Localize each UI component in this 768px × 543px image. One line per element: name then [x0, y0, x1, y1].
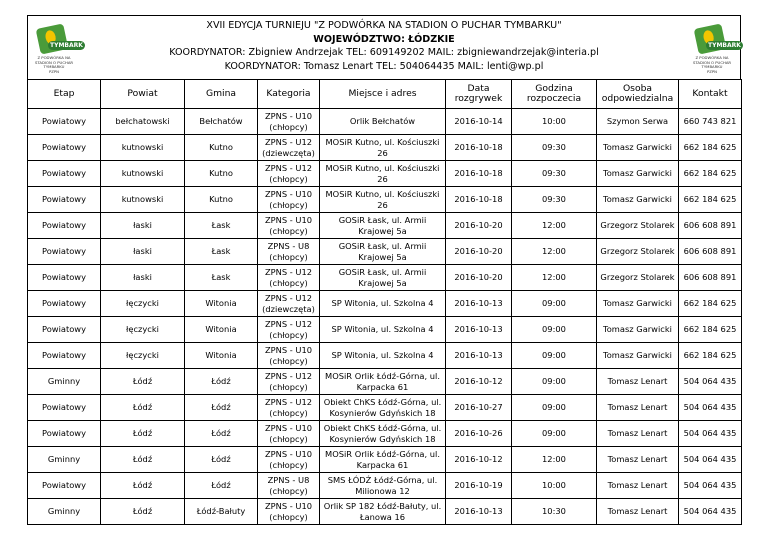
coordinator-1: KOORDYNATOR: Zbigniew Andrzejak TEL: 609149202 MAIL: zbigniewandrzejak@interia.pl — [169, 47, 599, 58]
logo-brand: TYMBARK — [708, 42, 741, 49]
col-etap-cell: Powiatowy — [28, 239, 101, 265]
col-powiat-cell: kutnowski — [101, 135, 185, 161]
col-kontakt-cell: 662 184 625 — [679, 317, 742, 343]
table-row — [28, 343, 742, 369]
col-kategoria-header: Kategoria — [258, 80, 320, 109]
col-powiat-cell: łęczycki — [101, 317, 185, 343]
col-godzina-cell: 09:00 — [512, 317, 597, 343]
col-miejsce-cell: Orlik SP 182 Łódź-Bałuty, ul. Łanowa 16 — [320, 499, 446, 525]
col-osoba-cell: Grzegorz Stolarek — [597, 239, 679, 265]
col-miejsce-cell: GOSiR Łask, ul. Armii Krajowej 5a — [320, 239, 446, 265]
col-data-header: Data rozgrywek — [446, 80, 512, 109]
col-powiat-cell: Łódź — [101, 395, 185, 421]
col-etap-cell: Powiatowy — [28, 187, 101, 213]
schedule-sheet — [27, 15, 741, 525]
col-data-cell: 2016-10-18 — [446, 135, 512, 161]
col-data-cell: 2016-10-20 — [446, 213, 512, 239]
col-etap-cell: Gminny — [28, 447, 101, 473]
col-godzina-cell: 09:00 — [512, 395, 597, 421]
col-powiat-cell: łaski — [101, 265, 185, 291]
schedule-table — [27, 79, 742, 525]
col-powiat-cell: Łódź — [101, 473, 185, 499]
col-kategoria-cell: ZPNS - U10 (chłopcy) — [258, 343, 320, 369]
col-osoba-cell: Tomasz Garwicki — [597, 291, 679, 317]
col-osoba-cell: Tomasz Lenart — [597, 499, 679, 525]
col-miejsce-cell: Obiekt ChKS Łódź-Górna, ul. Kosynierów Gdyńskich 18 — [320, 395, 446, 421]
col-osoba-cell: Tomasz Garwicki — [597, 135, 679, 161]
col-powiat-cell: łęczycki — [101, 291, 185, 317]
col-data-cell: 2016-10-13 — [446, 499, 512, 525]
col-godzina-cell: 12:00 — [512, 265, 597, 291]
col-miejsce-cell: MOSiR Orlik Łódź-Górna, ul. Karpacka 61 — [320, 447, 446, 473]
document-header — [27, 15, 741, 79]
col-data-cell: 2016-10-13 — [446, 291, 512, 317]
col-gmina-cell: Łask — [185, 239, 258, 265]
col-etap-cell: Gminny — [28, 369, 101, 395]
col-etap-cell: Powiatowy — [28, 161, 101, 187]
col-gmina-cell: Łódź — [185, 447, 258, 473]
col-etap-cell: Powiatowy — [28, 421, 101, 447]
table-row — [28, 109, 742, 135]
col-miejsce-cell: GOSiR Łask, ul. Armii Krajowej 5a — [320, 213, 446, 239]
col-miejsce-cell: MOSiR Kutno, ul. Kościuszki 26 — [320, 161, 446, 187]
col-godzina-cell: 10:30 — [512, 499, 597, 525]
col-kategoria-cell: ZPNS - U10 (chłopcy) — [258, 213, 320, 239]
col-godzina-cell: 12:00 — [512, 447, 597, 473]
col-kategoria-cell: ZPNS - U12 (chłopcy) — [258, 161, 320, 187]
col-gmina-cell: Witonia — [185, 343, 258, 369]
col-godzina-cell: 12:00 — [512, 213, 597, 239]
col-osoba-cell: Tomasz Garwicki — [597, 317, 679, 343]
col-godzina-cell: 09:30 — [512, 135, 597, 161]
col-kategoria-cell: ZPNS - U12 (dziewczęta) — [258, 135, 320, 161]
table-row — [28, 369, 742, 395]
col-kontakt-cell: 504 064 435 — [679, 395, 742, 421]
col-miejsce-cell: Orlik Bełchatów — [320, 109, 446, 135]
col-godzina-cell: 09:00 — [512, 421, 597, 447]
tymbark-logo-right — [692, 23, 741, 75]
col-etap-cell: Powiatowy — [28, 135, 101, 161]
col-osoba-cell: Tomasz Lenart — [597, 447, 679, 473]
col-etap-cell: Powiatowy — [28, 109, 101, 135]
col-data-cell: 2016-10-20 — [446, 239, 512, 265]
col-osoba-cell: Szymon Serwa — [597, 109, 679, 135]
col-powiat-cell: Łódź — [101, 447, 185, 473]
col-etap-cell: Powiatowy — [28, 395, 101, 421]
col-miejsce-cell: MOSiR Kutno, ul. Kościuszki 26 — [320, 187, 446, 213]
col-kontakt-cell: 606 608 891 — [679, 265, 742, 291]
col-kontakt-cell: 504 064 435 — [679, 499, 742, 525]
col-gmina-cell: Łódź — [185, 473, 258, 499]
col-osoba-cell: Tomasz Garwicki — [597, 161, 679, 187]
col-powiat-cell: łaski — [101, 239, 185, 265]
col-osoba-cell: Tomasz Lenart — [597, 369, 679, 395]
col-miejsce-cell: SMS ŁÓDŹ Łódź-Górna, ul. Milionowa 12 — [320, 473, 446, 499]
table-row — [28, 473, 742, 499]
col-kategoria-cell: ZPNS - U12 (chłopcy) — [258, 317, 320, 343]
table-row — [28, 421, 742, 447]
col-kontakt-cell: 662 184 625 — [679, 343, 742, 369]
tournament-title: XVII EDYCJA TURNIEJU "Z PODWÓRKA NA STADION O PUCHAR TYMBARKU" — [206, 20, 562, 31]
table-row — [28, 161, 742, 187]
col-etap-cell: Powiatowy — [28, 291, 101, 317]
col-gmina-cell: Łask — [185, 265, 258, 291]
col-kontakt-cell: 662 184 625 — [679, 135, 742, 161]
col-data-cell: 2016-10-12 — [446, 369, 512, 395]
table-row — [28, 239, 742, 265]
col-powiat-cell: łaski — [101, 213, 185, 239]
col-godzina-cell: 12:00 — [512, 239, 597, 265]
col-powiat-header: Powiat — [101, 80, 185, 109]
table-body — [28, 109, 742, 525]
col-miejsce-cell: MOSiR Kutno, ul. Kościuszki 26 — [320, 135, 446, 161]
col-data-cell: 2016-10-27 — [446, 395, 512, 421]
col-kontakt-cell: 606 608 891 — [679, 239, 742, 265]
col-gmina-cell: Witonia — [185, 291, 258, 317]
col-kategoria-cell: ZPNS - U12 (chłopcy) — [258, 265, 320, 291]
col-kategoria-cell: ZPNS - U12 (chłopcy) — [258, 395, 320, 421]
col-kategoria-cell: ZPNS - U8 (chłopcy) — [258, 473, 320, 499]
col-godzina-cell: 09:00 — [512, 369, 597, 395]
col-powiat-cell: Łódź — [101, 369, 185, 395]
col-gmina-cell: Kutno — [185, 135, 258, 161]
col-kontakt-cell: 660 743 821 — [679, 109, 742, 135]
col-kontakt-cell: 662 184 625 — [679, 161, 742, 187]
col-kontakt-cell: 606 608 891 — [679, 213, 742, 239]
col-gmina-cell: Łódź-Bałuty — [185, 499, 258, 525]
table-row — [28, 265, 742, 291]
table-row — [28, 395, 742, 421]
col-kontakt-cell: 662 184 625 — [679, 187, 742, 213]
col-osoba-cell: Tomasz Lenart — [597, 473, 679, 499]
col-miejsce-cell: SP Witonia, ul. Szkolna 4 — [320, 343, 446, 369]
col-godzina-cell: 09:30 — [512, 161, 597, 187]
table-row — [28, 291, 742, 317]
col-gmina-header: Gmina — [185, 80, 258, 109]
coordinator-2: KOORDYNATOR: Tomasz Lenart TEL: 504064435 MAIL: lenti@wp.pl — [224, 60, 544, 72]
col-osoba-cell: Tomasz Lenart — [597, 395, 679, 421]
col-etap-cell: Powiatowy — [28, 317, 101, 343]
col-miejsce-cell: GOSiR Łask, ul. Armii Krajowej 5a — [320, 265, 446, 291]
col-data-cell: 2016-10-26 — [446, 421, 512, 447]
col-miejsce-cell: SP Witonia, ul. Szkolna 4 — [320, 317, 446, 343]
col-kontakt-cell: 504 064 435 — [679, 447, 742, 473]
col-etap-cell: Powiatowy — [28, 473, 101, 499]
col-powiat-cell: Łódź — [101, 421, 185, 447]
col-miejsce-cell: Obiekt ChKS Łódź-Górna, ul. Kosynierów Gdyńskich 18 — [320, 421, 446, 447]
voivodeship: WOJEWÓDZTWO: ŁÓDZKIE — [313, 33, 455, 45]
col-powiat-cell: łęczycki — [101, 343, 185, 369]
col-powiat-cell: Łódź — [101, 499, 185, 525]
col-osoba-cell: Grzegorz Stolarek — [597, 265, 679, 291]
col-kategoria-cell: ZPNS - U10 (chłopcy) — [258, 421, 320, 447]
table-row — [28, 317, 742, 343]
col-osoba-cell: Tomasz Garwicki — [597, 343, 679, 369]
col-data-cell: 2016-10-20 — [446, 265, 512, 291]
col-data-cell: 2016-10-19 — [446, 473, 512, 499]
col-godzina-cell: 09:30 — [512, 187, 597, 213]
col-kategoria-cell: ZPNS - U8 (chłopcy) — [258, 239, 320, 265]
col-godzina-cell: 10:00 — [512, 473, 597, 499]
table-row — [28, 447, 742, 473]
table-row — [28, 187, 742, 213]
col-kategoria-cell: ZPNS - U12 (chłopcy) — [258, 369, 320, 395]
col-osoba-cell: Tomasz Garwicki — [597, 187, 679, 213]
col-kategoria-cell: ZPNS - U10 (chłopcy) — [258, 447, 320, 473]
col-powiat-cell: bełchatowski — [101, 109, 185, 135]
col-data-cell: 2016-10-12 — [446, 447, 512, 473]
col-kontakt-cell: 504 064 435 — [679, 369, 742, 395]
col-godzina-cell: 09:00 — [512, 291, 597, 317]
col-kategoria-cell: ZPNS - U10 (chłopcy) — [258, 499, 320, 525]
col-kategoria-cell: ZPNS - U12 (dziewczęta) — [258, 291, 320, 317]
col-kontakt-cell: 504 064 435 — [679, 421, 742, 447]
col-kontakt-cell: 504 064 435 — [679, 473, 742, 499]
table-row — [28, 213, 742, 239]
col-gmina-cell: Kutno — [185, 161, 258, 187]
col-etap-cell: Gminny — [28, 499, 101, 525]
col-data-cell: 2016-10-13 — [446, 343, 512, 369]
col-osoba-cell: Tomasz Lenart — [597, 421, 679, 447]
col-miejsce-cell: MOSiR Orlik Łódź-Górna, ul. Karpacka 61 — [320, 369, 446, 395]
col-kategoria-cell: ZPNS - U10 (chłopcy) — [258, 187, 320, 213]
col-osoba-cell: Grzegorz Stolarek — [597, 213, 679, 239]
col-kategoria-cell: ZPNS - U10 (chłopcy) — [258, 109, 320, 135]
col-miejsce-cell: SP Witonia, ul. Szkolna 4 — [320, 291, 446, 317]
col-gmina-cell: Łódź — [185, 395, 258, 421]
header-lines — [28, 19, 740, 73]
col-kontakt-header: Kontakt — [679, 80, 742, 109]
col-data-cell: 2016-10-14 — [446, 109, 512, 135]
col-data-cell: 2016-10-18 — [446, 187, 512, 213]
logo-caption: Z PODWÓRKA NA STADION O PUCHAR TYMBARKU PZPN — [692, 55, 732, 74]
col-etap-cell: Powiatowy — [28, 343, 101, 369]
col-etap-cell: Powiatowy — [28, 265, 101, 291]
col-godzina-cell: 09:00 — [512, 343, 597, 369]
col-etap-header: Etap — [28, 80, 101, 109]
col-gmina-cell: Bełchatów — [185, 109, 258, 135]
col-data-cell: 2016-10-13 — [446, 317, 512, 343]
col-powiat-cell: kutnowski — [101, 187, 185, 213]
col-powiat-cell: kutnowski — [101, 161, 185, 187]
col-osoba-header: Osoba odpowiedzialna — [597, 80, 679, 109]
logo-caption: Z PODWÓRKA NA STADION O PUCHAR TYMBARKU PZPN — [34, 55, 74, 74]
table-header-row — [28, 80, 742, 109]
col-gmina-cell: Łask — [185, 213, 258, 239]
col-gmina-cell: Kutno — [185, 187, 258, 213]
logo-brand: TYMBARK — [50, 42, 83, 49]
col-godzina-cell: 10:00 — [512, 109, 597, 135]
col-gmina-cell: Witonia — [185, 317, 258, 343]
col-gmina-cell: Łódź — [185, 369, 258, 395]
table-row — [28, 135, 742, 161]
col-etap-cell: Powiatowy — [28, 213, 101, 239]
col-data-cell: 2016-10-18 — [446, 161, 512, 187]
col-gmina-cell: Łódź — [185, 421, 258, 447]
col-kontakt-cell: 662 184 625 — [679, 291, 742, 317]
table-row — [28, 499, 742, 525]
col-godzina-header: Godzina rozpoczecia — [512, 80, 597, 109]
col-miejsce-header: Miejsce i adres — [320, 80, 446, 109]
